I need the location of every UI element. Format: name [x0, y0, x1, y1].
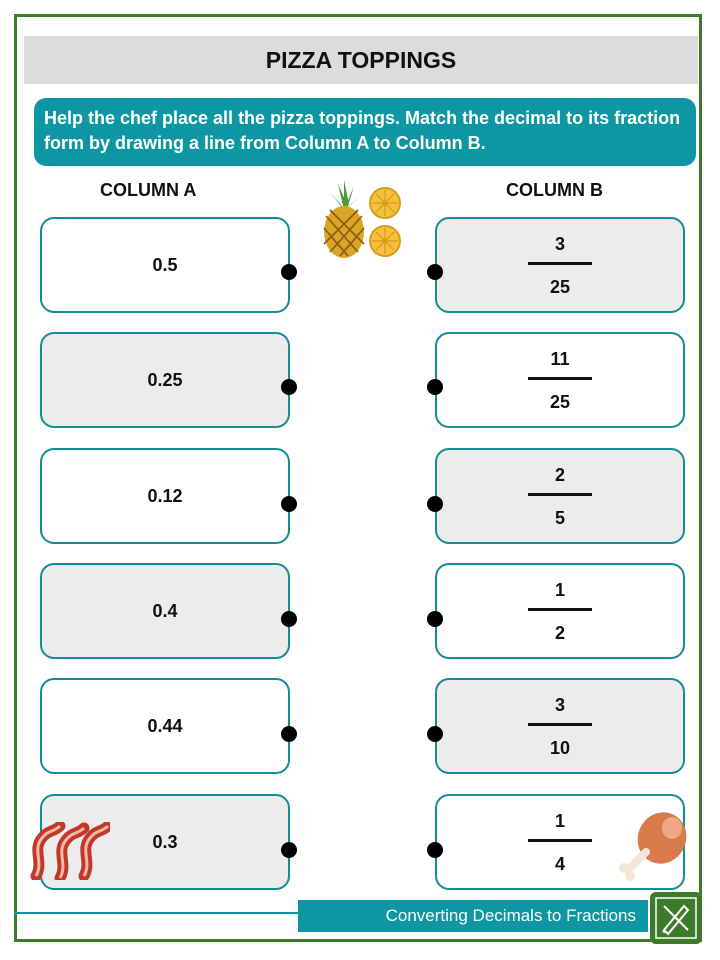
fraction-bar	[528, 377, 592, 380]
column-b-dot[interactable]	[427, 496, 443, 512]
ham-leg-icon	[612, 808, 692, 888]
fraction	[528, 349, 592, 412]
bacon-icon	[30, 822, 110, 880]
column-a-item[interactable]	[40, 217, 290, 313]
column-a-dot[interactable]	[281, 726, 297, 742]
numerator: 1	[554, 810, 565, 831]
decimal-value: 0.5	[152, 254, 178, 275]
pineapple-slice-icon	[368, 186, 402, 220]
column-b-dot[interactable]	[427, 726, 443, 742]
decimal-value: 0.4	[152, 600, 178, 621]
column-b-header: COLUMN B	[506, 180, 603, 200]
instructions-banner: Help the chef place all the pizza toppings. Match the decimal to its fraction form by drawing a line from Column A to Column B.	[34, 98, 696, 166]
column-b-dot[interactable]	[427, 379, 443, 395]
column-a-dot[interactable]	[281, 496, 297, 512]
fraction-bar	[528, 608, 592, 611]
decimal-value: 0.3	[152, 831, 178, 852]
column-a-header: COLUMN A	[100, 180, 197, 200]
column-b-item[interactable]	[435, 448, 685, 544]
denominator: 25	[549, 391, 571, 412]
denominator: 2	[554, 622, 565, 643]
denominator: 5	[554, 507, 565, 528]
column-a-item[interactable]	[40, 332, 290, 428]
footer-rule	[14, 912, 304, 914]
fraction	[528, 580, 592, 643]
column-b-dot[interactable]	[427, 264, 443, 280]
pineapple-slice-icon	[368, 224, 402, 258]
column-b-item[interactable]	[435, 563, 685, 659]
footer-banner: Converting Decimals to Fractions	[298, 900, 648, 932]
denominator: 10	[549, 737, 571, 758]
fraction-bar	[528, 839, 592, 842]
fraction-bar	[528, 493, 592, 496]
column-a-item[interactable]	[40, 448, 290, 544]
column-a-dot[interactable]	[281, 611, 297, 627]
denominator: 4	[554, 853, 565, 874]
numerator: 11	[550, 348, 570, 369]
numerator: 3	[554, 694, 565, 715]
denominator: 25	[549, 276, 571, 297]
fraction	[528, 695, 592, 758]
fraction-bar	[528, 723, 592, 726]
fraction	[528, 465, 592, 528]
decimal-value: 0.12	[147, 485, 183, 506]
fraction	[528, 811, 592, 874]
column-b-item[interactable]	[435, 217, 685, 313]
column-a-dot[interactable]	[281, 264, 297, 280]
column-b-item[interactable]	[435, 332, 685, 428]
decimal-value: 0.44	[147, 715, 183, 736]
column-a-item[interactable]	[40, 678, 290, 774]
numerator: 2	[554, 464, 565, 485]
column-b-dot[interactable]	[427, 611, 443, 627]
numerator: 1	[554, 579, 565, 600]
fraction-bar	[528, 262, 592, 265]
column-a-dot[interactable]	[281, 379, 297, 395]
column-b-item[interactable]	[435, 678, 685, 774]
column-a-dot[interactable]	[281, 842, 297, 858]
page-title: PIZZA TOPPINGS	[24, 36, 698, 84]
column-b-dot[interactable]	[427, 842, 443, 858]
fraction	[528, 234, 592, 297]
numerator: 3	[554, 233, 565, 254]
decimal-value: 0.25	[147, 369, 183, 390]
pencil-ruler-logo-icon	[650, 892, 702, 944]
column-a-item[interactable]	[40, 563, 290, 659]
